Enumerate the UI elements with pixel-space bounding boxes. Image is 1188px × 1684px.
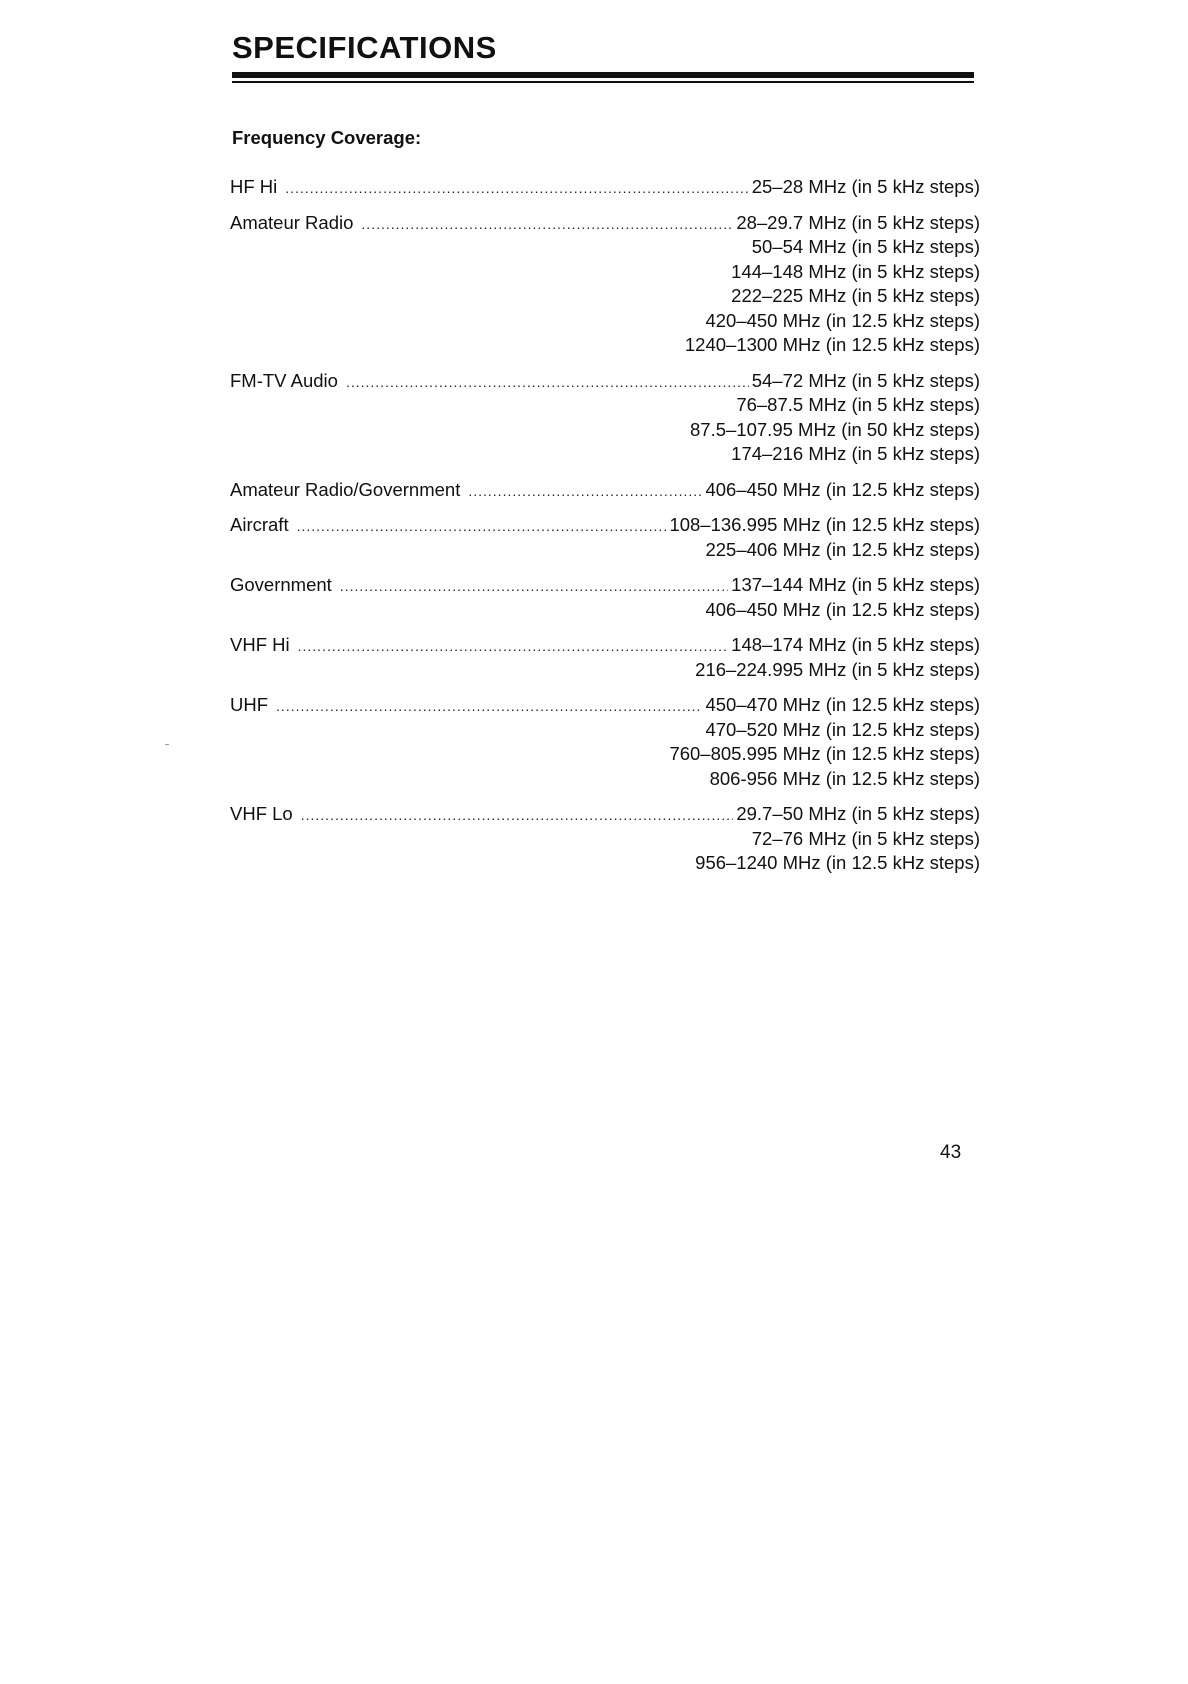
frequency-range-continued: 956–1240 MHz (in 12.5 kHz steps) xyxy=(695,852,980,873)
band-group xyxy=(230,693,980,791)
band-row xyxy=(230,175,980,200)
frequency-coverage-list xyxy=(230,175,980,887)
band-row xyxy=(230,211,980,236)
frequency-range-continued: 225–406 MHz (in 12.5 kHz steps) xyxy=(705,538,980,560)
band-row xyxy=(230,478,980,503)
band-row xyxy=(230,573,980,598)
dot-leader xyxy=(468,479,702,504)
band-name: HF Hi xyxy=(230,176,278,197)
dot-leader xyxy=(297,514,667,539)
band-row xyxy=(230,802,980,827)
frequency-range: 137–144 MHz (in 5 kHz steps) xyxy=(731,574,980,595)
frequency-range-continued: 760–805.995 MHz (in 12.5 kHz steps) xyxy=(669,743,980,764)
band-name: Amateur Radio xyxy=(230,211,354,233)
frequency-range: 148–174 MHz (in 5 kHz steps) xyxy=(731,634,980,655)
dot-leader xyxy=(285,176,748,201)
band-name: VHF Hi xyxy=(230,634,290,655)
dot-leader xyxy=(298,634,729,659)
frequency-range-continued: 76–87.5 MHz (in 5 kHz steps) xyxy=(736,394,980,415)
band-name: VHF Lo xyxy=(230,803,293,824)
frequency-range-continued: 87.5–107.95 MHz (in 50 kHz steps) xyxy=(690,418,980,440)
frequency-range-continued: 420–450 MHz (in 12.5 kHz steps) xyxy=(705,309,980,331)
band-name: Amateur Radio/Government xyxy=(230,478,461,500)
band-name: Aircraft xyxy=(230,514,289,535)
dot-leader xyxy=(346,370,749,395)
band-row xyxy=(230,369,980,394)
title-rule-thick xyxy=(232,72,974,78)
band-group xyxy=(230,633,980,682)
band-name: Government xyxy=(230,574,332,595)
frequency-range: 25–28 MHz (in 5 kHz steps) xyxy=(751,176,980,197)
page-title: SPECIFICATIONS xyxy=(232,30,497,65)
frequency-range: 29.7–50 MHz (in 5 kHz steps) xyxy=(736,803,980,824)
frequency-range: 28–29.7 MHz (in 5 kHz steps) xyxy=(736,211,980,233)
page-number: 43 xyxy=(940,1142,962,1163)
frequency-range: 450–470 MHz (in 12.5 kHz steps) xyxy=(705,694,980,715)
band-group xyxy=(230,369,980,467)
frequency-range-continued: 174–216 MHz (in 5 kHz steps) xyxy=(731,443,980,464)
frequency-range: 54–72 MHz (in 5 kHz steps) xyxy=(751,369,980,391)
band-name: FM-TV Audio xyxy=(230,369,338,391)
dot-leader xyxy=(301,803,734,828)
band-row xyxy=(230,513,980,538)
frequency-range-continued: 470–520 MHz (in 12.5 kHz steps) xyxy=(705,718,980,740)
frequency-range-continued: 1240–1300 MHz (in 12.5 kHz steps) xyxy=(684,334,980,355)
band-row xyxy=(230,693,980,718)
scan-speck xyxy=(165,744,169,745)
band-group xyxy=(230,802,980,876)
band-group xyxy=(230,573,980,622)
band-row xyxy=(230,633,980,658)
title-rule-thin xyxy=(232,81,974,83)
band-group xyxy=(230,175,980,200)
frequency-range-continued: 806-956 MHz (in 12.5 kHz steps) xyxy=(709,767,980,789)
frequency-range-continued: 144–148 MHz (in 5 kHz steps) xyxy=(731,260,980,282)
dot-leader xyxy=(361,212,733,237)
band-group xyxy=(230,513,980,562)
band-name: UHF xyxy=(230,694,269,715)
section-heading: Frequency Coverage: xyxy=(232,127,422,148)
dot-leader xyxy=(340,574,728,599)
frequency-range-continued: 50–54 MHz (in 5 kHz steps) xyxy=(751,236,980,257)
dot-leader xyxy=(276,694,702,719)
frequency-range-continued: 216–224.995 MHz (in 5 kHz steps) xyxy=(695,658,980,680)
band-group xyxy=(230,211,980,358)
frequency-range-continued: 222–225 MHz (in 5 kHz steps) xyxy=(731,285,980,306)
frequency-range: 108–136.995 MHz (in 12.5 kHz steps) xyxy=(669,514,980,535)
frequency-range-continued: 406–450 MHz (in 12.5 kHz steps) xyxy=(705,598,980,620)
band-group xyxy=(230,478,980,503)
frequency-range-continued: 72–76 MHz (in 5 kHz steps) xyxy=(751,827,980,849)
frequency-range: 406–450 MHz (in 12.5 kHz steps) xyxy=(705,478,980,500)
